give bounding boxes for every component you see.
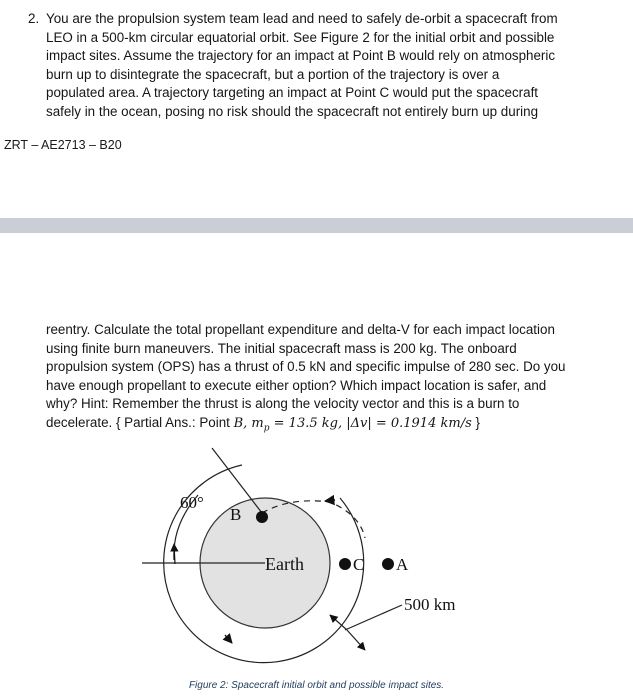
angle-arrow xyxy=(174,544,175,564)
problem-number: 2. xyxy=(28,11,40,26)
text-line: populated area. A trajectory targeting an impact at Point C would put the spacecraft xyxy=(46,85,539,101)
orbit-direction-arrow xyxy=(225,635,232,643)
radial-line xyxy=(212,448,262,513)
answer-math-values: = 13.5 kg, |Δv| = 0.1914 km/s xyxy=(269,415,472,431)
point-c-marker xyxy=(339,558,351,570)
orbit-figure xyxy=(140,440,470,680)
partial-answer-line xyxy=(46,414,566,433)
text-line: using finite burn maneuvers. The initial spacecraft mass is 200 kg. The onboard xyxy=(46,340,517,356)
altitude-leader xyxy=(345,605,402,630)
text-line: safely in the ocean, posing no risk should the spacecraft not entirely burn up during xyxy=(46,103,539,119)
point-b-label: B xyxy=(230,505,242,524)
trajectory-arrow xyxy=(325,500,335,501)
earth-label: Earth xyxy=(265,554,304,574)
page-footer: ZRT – AE2713 – B20 xyxy=(4,138,122,152)
answer-suffix: } xyxy=(471,414,480,430)
problem-paragraph-part2 xyxy=(46,321,566,433)
text-line: burn up to disintegrate the spacecraft, but a portion of the trajectory is over a xyxy=(46,66,500,82)
text-line: propulsion system (OPS) has a thrust of 0.5 kN and specific impulse of 280 sec. Do you xyxy=(46,359,566,375)
point-a-label: A xyxy=(396,555,409,574)
problem-text-part1 xyxy=(46,10,558,122)
altitude-label: 500 km xyxy=(404,595,456,614)
text-line: have enough propellant to execute either option? Which impact location is safer, and xyxy=(46,377,547,393)
page-break-bar xyxy=(0,218,633,233)
text-line: why? Hint: Remember the thrust is along the velocity vector and this is a burn to xyxy=(46,396,520,412)
altitude-arrow-outer xyxy=(347,630,365,650)
text-line: reentry. Calculate the total propellant expenditure and delta-V for each impact location xyxy=(46,322,555,337)
point-b-marker xyxy=(256,511,268,523)
angle-label: 60° xyxy=(180,493,204,512)
figure-caption: Figure 2: Spacecraft initial orbit and possible impact sites. xyxy=(188,680,445,691)
text-line: impact sites. Assume the trajectory for an impact at Point B would rely on atmospheric xyxy=(46,48,556,64)
text-line: You are the propulsion system team lead and need to safely de-orbit a spacecraft from xyxy=(46,11,558,26)
point-c-label: C xyxy=(353,555,365,574)
answer-prefix: decelerate. { Partial Ans.: Point xyxy=(46,414,234,430)
text-line: LEO in a 500-km circular equatorial orbit. See Figure 2 for the initial orbit and possible xyxy=(46,29,555,45)
answer-math: B, m xyxy=(233,415,264,431)
answer-subscript: p xyxy=(263,423,270,434)
point-a-marker xyxy=(382,558,394,570)
